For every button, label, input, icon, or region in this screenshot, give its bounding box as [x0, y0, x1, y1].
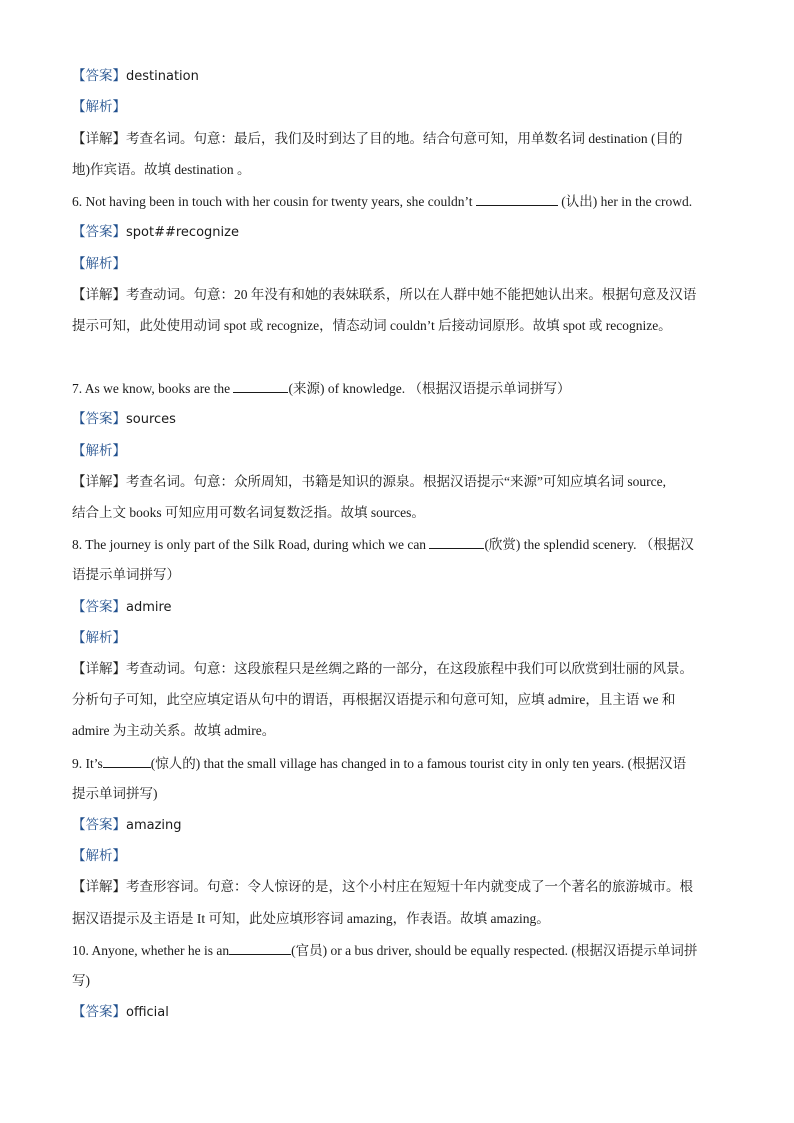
question-9 [72, 753, 722, 774]
analysis-line [72, 846, 722, 866]
answer-blank [103, 753, 151, 768]
answer-line [72, 409, 722, 430]
question-text: 9. It’s [72, 756, 103, 771]
answer-text: official [126, 1005, 169, 1020]
question-text: (官员) or a bus driver, should be equally respected. (根据汉语提示单词拼 [291, 943, 698, 958]
detail-label: 【详解】 [72, 661, 126, 676]
detail-text: 考查动词。句意：20 年没有和她的表妹联系，所以在人群中她不能把她认出来。根据句意及汉语 [126, 287, 697, 302]
detail-text: 分析句子可知，此空应填定语从句中的谓语，再根据汉语提示和句意可知，应填 admire，且主语 we 和 [72, 692, 676, 707]
answer-label: 【答案】 [72, 817, 126, 832]
answer-text: destination [126, 69, 199, 84]
detail-line [72, 659, 722, 679]
detail-label: 【详解】 [72, 474, 126, 489]
answer-line [72, 597, 722, 618]
analysis-line [72, 97, 722, 117]
question-8-continued [72, 565, 722, 585]
question-text: (欣赏) the splendid scenery. （根据汉 [484, 537, 694, 552]
detail-line [72, 129, 722, 149]
question-text: (来源) of knowledge. （根据汉语提示单词拼写） [288, 381, 571, 396]
question-text: (认出) her in the crowd. [561, 194, 693, 209]
question-text: 8. The journey is only part of the Silk Road, during which we can [72, 537, 427, 552]
analysis-line [72, 254, 722, 274]
detail-line [72, 877, 722, 897]
detail-line [72, 160, 722, 180]
analysis-label: 【解析】 [72, 630, 126, 645]
answer-label: 【答案】 [72, 68, 126, 83]
answer-blank [476, 191, 558, 206]
answer-text: sources [126, 412, 176, 427]
detail-line [72, 690, 722, 710]
answer-blank [233, 378, 288, 393]
question-8 [72, 534, 722, 555]
detail-text: 据汉语提示及主语是 It 可知，此处应填形容词 amazing，作表语。故填 amazing。 [72, 911, 550, 926]
question-6 [72, 191, 722, 212]
detail-text: admire 为主动关系。故填 admire。 [72, 723, 276, 738]
answer-blank [429, 534, 484, 549]
analysis-line [72, 441, 722, 461]
answer-text: spot##recognize [126, 225, 239, 240]
answer-line [72, 222, 722, 243]
question-10-continued [72, 971, 722, 991]
answer-text: admire [126, 600, 172, 615]
answer-line [72, 1002, 722, 1023]
question-text: 语提示单词拼写） [72, 567, 180, 582]
analysis-label: 【解析】 [72, 848, 126, 863]
detail-text: 考查形容词。句意：令人惊讶的是，这个小村庄在短短十年内就变成了一个著名的旅游城市。根 [126, 879, 693, 894]
detail-text: 考查动词。句意：这段旅程只是丝绸之路的一部分，在这段旅程中我们可以欣赏到壮丽的风景。 [126, 661, 693, 676]
question-text: 10. Anyone, whether he is an [72, 943, 230, 958]
detail-line [72, 503, 722, 523]
answer-label: 【答案】 [72, 411, 126, 426]
answer-label: 【答案】 [72, 224, 126, 239]
analysis-label: 【解析】 [72, 443, 126, 458]
analysis-line [72, 628, 722, 648]
answer-line [72, 815, 722, 836]
question-9-continued [72, 784, 722, 804]
detail-line [72, 316, 722, 336]
question-text: 6. Not having been in touch with her cousin for twenty years, she couldn’t [72, 194, 473, 209]
detail-text: 考查名词。句意：众所周知，书籍是知识的源泉。根据汉语提示“来源”可知应填名词 source, [126, 474, 666, 489]
answer-text: amazing [126, 818, 182, 833]
question-text: 提示单词拼写) [72, 786, 158, 801]
detail-text: 考查名词。句意：最后，我们及时到达了目的地。结合句意可知，用单数名词 destination (目的 [126, 131, 683, 146]
detail-text: 提示可知，此处使用动词 spot 或 recognize，情态动词 couldn’t 后接动词原形。故填 spot 或 recognize。 [72, 318, 672, 333]
answer-label: 【答案】 [72, 599, 126, 614]
answer-blank [229, 940, 291, 955]
question-7 [72, 378, 722, 399]
detail-line [72, 909, 722, 929]
question-text: (惊人的) that the small village has changed in to a famous tourist city in only ten years. (根据汉语 [150, 756, 687, 771]
detail-line [72, 721, 722, 741]
answer-line [72, 66, 722, 87]
question-text: 写) [72, 973, 90, 988]
detail-text: 地)作宾语。故填 destination 。 [72, 162, 251, 177]
question-text: 7. As we know, books are the [72, 381, 231, 396]
detail-line [72, 472, 722, 492]
detail-line [72, 285, 722, 305]
answer-label: 【答案】 [72, 1004, 126, 1019]
question-10 [72, 940, 722, 961]
detail-label: 【详解】 [72, 131, 126, 146]
detail-label: 【详解】 [72, 879, 126, 894]
analysis-label: 【解析】 [72, 256, 126, 271]
analysis-label: 【解析】 [72, 99, 126, 114]
detail-label: 【详解】 [72, 287, 126, 302]
detail-text: 结合上文 books 可知应用可数名词复数泛指。故填 sources。 [72, 505, 425, 520]
